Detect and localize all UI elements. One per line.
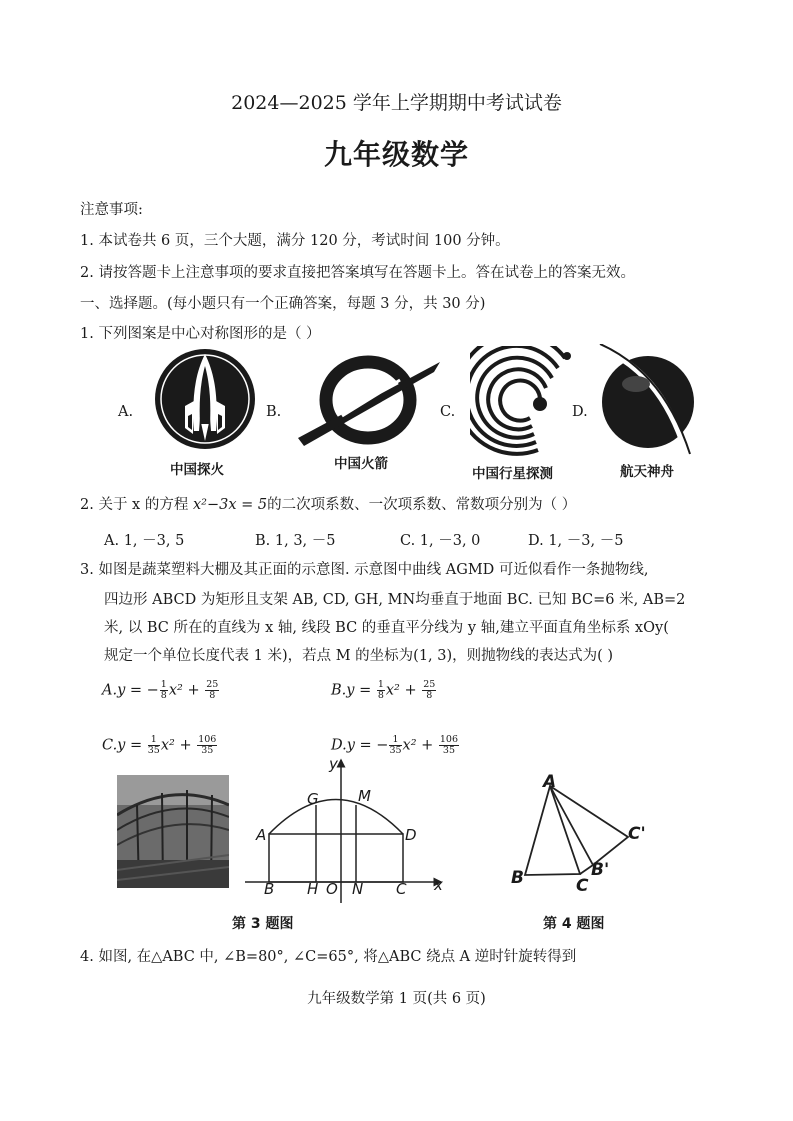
- q3-option-a-label: A.y = −: [102, 682, 159, 699]
- q3-label-h: H: [307, 880, 319, 898]
- q3-option-d-label: D.y = −: [331, 737, 389, 754]
- orbit-sphere-emblem-icon: [598, 344, 698, 456]
- rocket-emblem-icon: [150, 346, 260, 452]
- q3-label-b: B: [264, 880, 275, 898]
- q3-option-a-num2: 25: [206, 679, 219, 690]
- q3-option-b-num1: 1: [377, 679, 384, 690]
- q3-option-c: [102, 735, 218, 756]
- q1-option-c-caption: 中国行星探测: [472, 466, 553, 482]
- q1-option-d-caption: 航天神舟: [620, 464, 674, 480]
- q3-option-a-num1: 1: [160, 679, 167, 690]
- q1-option-b-letter: B.: [266, 404, 282, 420]
- q3-option-d-mid: x² +: [402, 737, 438, 754]
- q1-option-a-caption: 中国探火: [170, 462, 224, 478]
- notes-heading: 注意事项:: [80, 202, 143, 218]
- q3-label-d: D: [405, 826, 417, 844]
- q3-option-a-mid: x² +: [168, 682, 205, 699]
- q3-option-b-den1: 8: [377, 690, 384, 701]
- q4-label-c-prime: C': [628, 824, 646, 844]
- q3-option-b-den2: 8: [426, 690, 433, 701]
- q1-stem: 1. 下列图案是中心对称图形的是（ ）: [80, 326, 321, 342]
- q3-label-c: C: [396, 880, 407, 898]
- q2-option-b: B. 1, 3, －5: [255, 533, 336, 549]
- q2-stem: [80, 493, 576, 514]
- q3-option-c-den1: 35: [147, 745, 160, 756]
- q3-option-b-num2: 25: [423, 679, 436, 690]
- subject-title: 九年级数学: [323, 138, 469, 171]
- q3-label-o: O: [326, 880, 338, 898]
- q2-stem-prefix: 2. 关于 x 的方程: [80, 497, 189, 513]
- planetary-arcs-emblem-icon: [470, 346, 574, 456]
- q3-label-x: x: [434, 876, 443, 894]
- q3-option-d-den2: 35: [442, 745, 455, 756]
- q4-label-a: A: [543, 772, 557, 792]
- q4-label-c: C: [576, 876, 589, 896]
- q3-line-1: 3. 如图是蔬菜塑料大棚及其正面的示意图. 示意图中曲线 AGMD 可近似看作一条抛物线,: [80, 562, 649, 578]
- q1-option-c-letter: C.: [440, 404, 456, 420]
- q3-parabola-diagram: [245, 755, 450, 905]
- q3-option-c-num2: 106: [198, 734, 217, 745]
- q3-label-a: A: [256, 826, 267, 844]
- q3-option-c-den2: 35: [201, 745, 214, 756]
- ring-slash-emblem-icon: [298, 350, 440, 448]
- q2-option-a: A. 1, －3, 5: [104, 533, 185, 549]
- q1-option-d-letter: D.: [572, 404, 588, 420]
- q4-figure-caption: 第 4 题图: [543, 916, 605, 932]
- q3-option-b: [331, 680, 437, 701]
- note-item-1: 1. 本试卷共 6 页，三个大题，满分 120 分，考试时间 100 分钟。: [80, 233, 510, 249]
- q3-option-a-den2: 8: [209, 690, 216, 701]
- q3-option-d-den1: 35: [389, 745, 402, 756]
- q1-option-a-letter: A.: [118, 404, 134, 420]
- q3-line-4: 规定一个单位长度代表 1 米)，若点 M 的坐标为(1, 3)，则抛物线的表达式为( ): [104, 648, 614, 664]
- q3-option-c-mid: x² +: [160, 737, 197, 754]
- q3-option-b-mid: x² +: [385, 682, 422, 699]
- q3-figure-caption: 第 3 题图: [232, 916, 294, 932]
- q2-equation: x²−3x = 5: [192, 497, 268, 513]
- q3-option-d-num1: 1: [389, 735, 401, 746]
- q2-stem-suffix: 的二次项系数、一次项系数、常数项分别为（ ）: [267, 497, 577, 513]
- q2-option-d: D. 1, －3, －5: [528, 533, 624, 549]
- q3-label-n: N: [352, 880, 364, 898]
- q3-line-3: 米, 以 BC 所在的直线为 x 轴, 线段 BC 的垂直平分线为 y 轴,建立平面直角坐标系 xOy(: [104, 620, 669, 636]
- page-footer: 九年级数学第 1 页(共 6 页): [307, 991, 486, 1007]
- q3-option-d: [331, 735, 460, 756]
- q3-line-2: 四边形 ABCD 为矩形且支架 AB, CD, GH, MN均垂直于地面 BC. 已知 BC=6 米, AB=2: [104, 592, 686, 608]
- q3-label-y: y: [329, 755, 338, 773]
- q3-option-c-label: C.y =: [102, 737, 147, 754]
- greenhouse-photo: [117, 775, 229, 888]
- q3-option-c-num1: 1: [148, 735, 160, 746]
- q1-option-b-caption: 中国火箭: [334, 456, 388, 472]
- q4-stem: 4. 如图, 在△ABC 中, ∠B=80°, ∠C=65°, 将△ABC 绕点 A 逆时针旋转得到: [80, 949, 577, 965]
- q3-option-d-num2: 106: [439, 734, 459, 745]
- exam-title: 2024—2025 学年上学期期中考试试卷: [231, 92, 562, 114]
- q3-option-a: [102, 680, 220, 701]
- q3-label-m: M: [358, 787, 371, 805]
- q3-option-a-den1: 8: [160, 690, 167, 701]
- q2-option-c: C. 1, －3, 0: [400, 533, 481, 549]
- q4-triangle-diagram: [520, 770, 640, 890]
- q3-option-b-label: B.y =: [331, 682, 376, 699]
- q3-label-g: G: [307, 790, 319, 808]
- section-heading: 一、选择题。(每小题只有一个正确答案，每题 3 分，共 30 分): [80, 296, 486, 312]
- q4-label-b: B: [511, 868, 524, 888]
- note-item-2: 2. 请按答题卡上注意事项的要求直接把答案填写在答题卡上。答在试卷上的答案无效。: [80, 265, 635, 281]
- q4-label-b-prime: B': [591, 860, 610, 880]
